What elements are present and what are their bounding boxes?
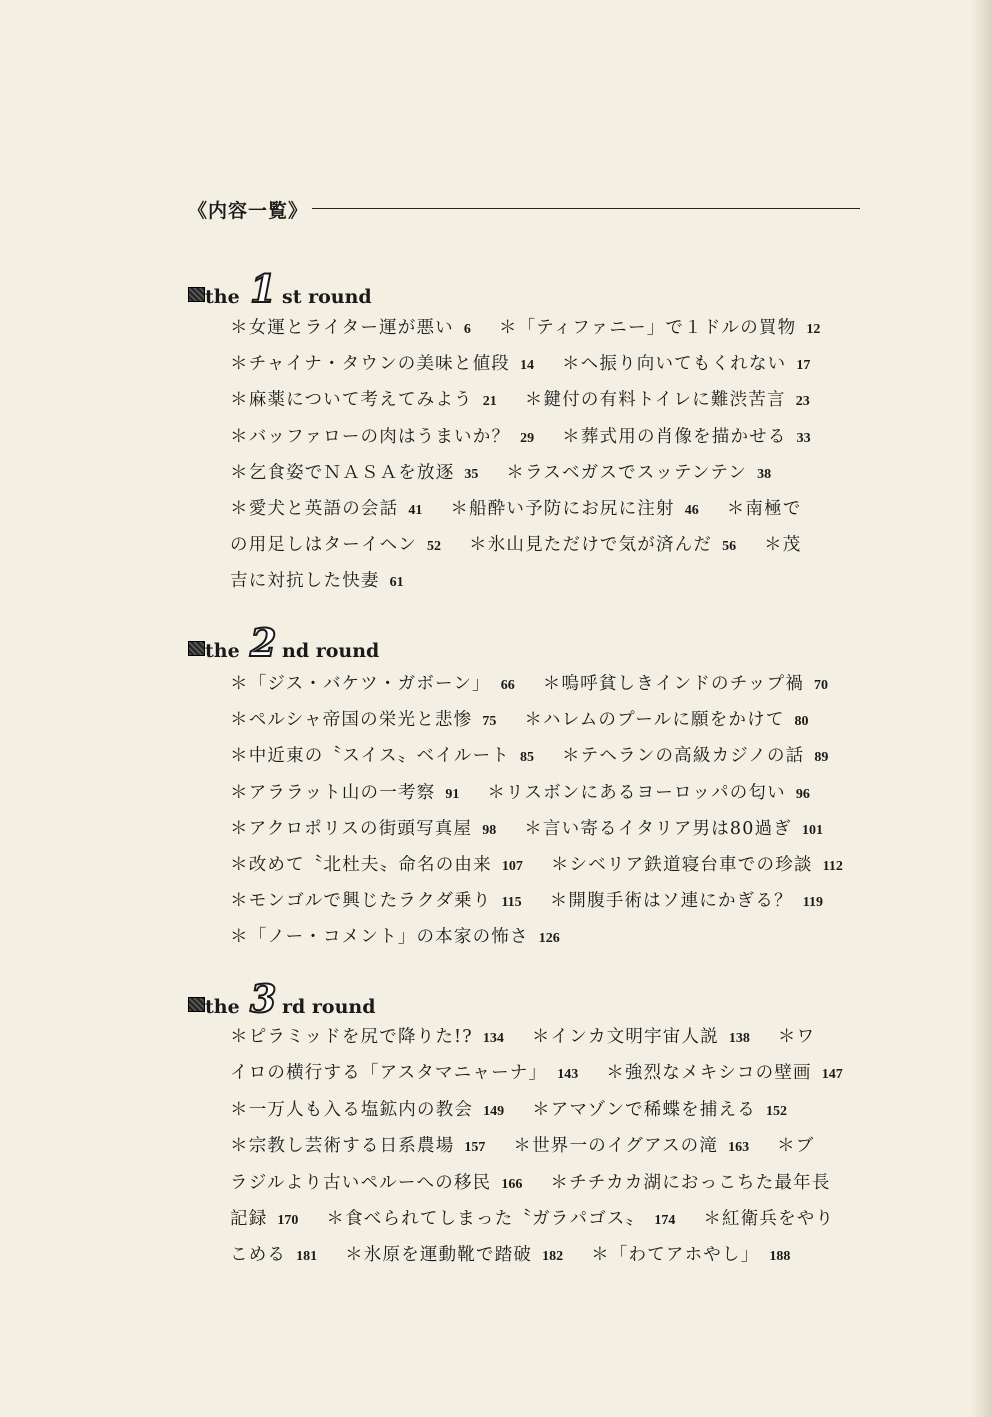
round-article: the <box>205 286 240 308</box>
entry-page-number: 181 <box>296 1249 318 1265</box>
contents-entry[interactable] <box>326 1209 675 1229</box>
entry-title: ＊バッファローの肉はうまいか？ <box>230 426 511 447</box>
entry-title: ＊世界一のイグアスの滝 <box>513 1136 719 1157</box>
contents-entry[interactable] <box>727 499 802 519</box>
entry-page-number: 33 <box>796 430 811 446</box>
entry-title: ＊南極で <box>726 499 802 519</box>
entry-title: ＊船酔い予防にお尻に注射 <box>450 499 675 519</box>
entry-page-number: 163 <box>728 1140 750 1156</box>
contents-line <box>230 670 862 700</box>
contents-line <box>230 1169 862 1199</box>
round-number: 3 <box>250 976 277 1021</box>
contents-line <box>230 742 862 772</box>
entry-title: ＊ピラミッドを尻で降りた!? <box>230 1027 473 1047</box>
contents-entry[interactable] <box>230 1173 522 1193</box>
contents-entry[interactable] <box>606 1063 843 1083</box>
contents-entry[interactable] <box>230 746 534 766</box>
contents-entry[interactable] <box>506 463 771 483</box>
contents-line <box>230 1059 862 1089</box>
entry-title: 吉に対抗した快妻 <box>230 571 380 592</box>
contents-line <box>230 495 862 525</box>
round-heading-3 <box>188 974 588 1021</box>
entry-title: ＊ヘ振り向いてもくれない <box>561 354 787 375</box>
contents-entry[interactable] <box>345 1245 563 1265</box>
contents-line <box>230 779 862 809</box>
entry-page-number: 174 <box>654 1213 676 1228</box>
entry-title: ＊「ジス・バケツ・ガボーン」 <box>230 674 491 694</box>
contents-entry[interactable] <box>562 427 810 447</box>
contents-entry[interactable] <box>469 535 736 555</box>
contents-entry[interactable] <box>764 535 801 555</box>
entry-title: ＊女運とライター運が悪い <box>230 318 454 338</box>
entry-title: ＊強烈なメキシコの壁画 <box>606 1063 812 1084</box>
entry-page-number: 188 <box>769 1249 791 1265</box>
contents-entry[interactable] <box>230 1245 317 1265</box>
entry-title: ＊テヘランの高級カジノの話 <box>561 746 805 767</box>
contents-entry[interactable] <box>562 354 810 374</box>
contents-entry[interactable] <box>525 390 810 410</box>
entry-title: ＊ハレムのプールに願をかけて <box>524 710 785 731</box>
entry-title: ＊鍵付の有料トイレに難渋苦言 <box>524 390 786 411</box>
contents-entry[interactable] <box>562 746 828 766</box>
entry-page-number: 56 <box>722 539 737 555</box>
round-marker-icon <box>188 641 205 656</box>
contents-entry[interactable] <box>230 710 496 730</box>
contents-entry[interactable] <box>499 318 820 338</box>
contents-line <box>230 851 862 881</box>
entry-page-number: 46 <box>684 503 699 518</box>
entry-page-number: 134 <box>482 1031 504 1046</box>
contents-entry[interactable] <box>230 354 534 374</box>
contents-line <box>230 923 862 953</box>
contents-entry[interactable] <box>230 535 441 555</box>
entry-title: ＊モンゴルで興じたラクダ乗り <box>230 891 492 912</box>
entry-title: ＊ブ <box>777 1136 815 1157</box>
contents-entry[interactable] <box>230 1100 504 1120</box>
entry-page-number: 126 <box>538 931 560 947</box>
contents-line <box>230 567 862 597</box>
contents-entry[interactable] <box>591 1245 790 1265</box>
entry-title: ＊改めて〝北杜夫〟命名の由来 <box>230 855 492 875</box>
round-marker-icon <box>188 287 205 302</box>
contents-entry[interactable] <box>550 891 823 911</box>
entry-page-number: 21 <box>482 394 497 410</box>
contents-entry[interactable] <box>230 1063 578 1083</box>
round-suffix: nd round <box>282 640 380 662</box>
entry-page-number: 12 <box>806 322 821 337</box>
round-suffix: st round <box>282 286 372 308</box>
entry-title: 記録 <box>230 1209 268 1229</box>
entry-page-number: 98 <box>482 822 497 838</box>
entry-title: ＊「ノー・コメント」の本家の怖さ <box>230 927 529 948</box>
contents-entry[interactable] <box>230 1209 298 1229</box>
contents-entry[interactable] <box>550 1173 830 1193</box>
contents-entry[interactable] <box>777 1136 814 1156</box>
contents-title: 《内容一覧》 <box>188 200 309 222</box>
contents-entry[interactable] <box>450 499 698 519</box>
entry-page-number: 91 <box>445 786 460 802</box>
entry-page-number: 52 <box>427 539 441 555</box>
entry-page-number: 143 <box>557 1067 579 1083</box>
entry-title: ＊アマゾンで稀蝶を捕える <box>532 1099 756 1120</box>
entry-title: ＊アララット山の一考察 <box>230 782 436 803</box>
entry-title: ＊ワ <box>777 1027 816 1047</box>
entry-title: ラジルより古いペルーへの移民 <box>230 1172 492 1193</box>
entry-title: ＊嗚呼貧しきインドのチップ禍 <box>542 674 805 694</box>
contents-line <box>230 1132 862 1162</box>
contents-entry[interactable] <box>230 855 523 875</box>
entry-page-number: 157 <box>464 1140 486 1156</box>
entry-title: ＊乞食姿でＮＡＳＡを放逐 <box>230 462 455 483</box>
contents-entry[interactable] <box>551 855 843 875</box>
entry-page-number: 41 <box>408 503 423 518</box>
contents-header <box>188 196 860 224</box>
contents-entry[interactable] <box>778 1027 815 1047</box>
entry-title: ＊ラスベガスでスッテンテン <box>506 462 748 483</box>
entry-page-number: 182 <box>542 1249 564 1265</box>
entry-page-number: 107 <box>501 859 523 874</box>
entry-page-number: 96 <box>795 786 810 802</box>
contents-entry[interactable] <box>230 390 497 410</box>
entry-title: ＊「わてアホやし」 <box>591 1245 760 1266</box>
contents-entry[interactable] <box>230 674 515 694</box>
entry-page-number: 166 <box>501 1176 523 1192</box>
page-edge <box>970 0 992 1417</box>
contents-entry[interactable] <box>543 674 828 694</box>
contents-entry[interactable] <box>230 499 422 519</box>
entry-page-number: 112 <box>822 859 843 874</box>
entry-page-number: 89 <box>814 750 829 766</box>
entry-page-number: 6 <box>463 322 471 337</box>
contents-entry[interactable] <box>524 819 823 839</box>
entry-page-number: 75 <box>482 714 497 730</box>
entry-title: ＊茂 <box>764 535 802 556</box>
entry-page-number: 152 <box>765 1103 787 1119</box>
entry-page-number: 119 <box>802 895 824 911</box>
contents-entry[interactable] <box>230 819 496 839</box>
round-heading-1 <box>188 264 588 311</box>
contents-line <box>230 1096 862 1126</box>
entry-title: ＊アクロポリスの街頭写真屋 <box>230 818 473 839</box>
entry-title: イロの横行する「アスタマニャーナ」 <box>230 1063 548 1084</box>
contents-entry[interactable] <box>230 1027 504 1047</box>
entry-page-number: 14 <box>519 358 534 374</box>
round-suffix: rd round <box>282 996 376 1018</box>
entry-title: ＊「ティファニー」で１ドルの買物 <box>498 318 797 338</box>
entry-page-number: 61 <box>389 575 404 591</box>
contents-entry[interactable] <box>230 571 404 591</box>
entry-page-number: 170 <box>277 1213 299 1228</box>
entry-page-number: 85 <box>519 750 534 766</box>
entry-title: ＊チチカカ湖におっこちた最年長 <box>550 1172 831 1193</box>
entry-title: ＊言い寄るイタリア男は80過ぎ <box>524 818 793 839</box>
entry-title: ＊シベリア鉄道寝台車での珍談 <box>550 855 813 875</box>
entry-title: ＊チャイナ・タウンの美味と値段 <box>230 354 510 375</box>
contents-entry[interactable] <box>230 783 459 803</box>
entry-page-number: 138 <box>728 1031 750 1046</box>
contents-line <box>230 815 862 845</box>
entry-page-number: 149 <box>483 1103 505 1119</box>
contents-line <box>230 386 862 416</box>
entry-title: ＊開腹手術はソ連にかぎる？ <box>549 891 793 912</box>
contents-entry[interactable] <box>230 427 534 447</box>
contents-entry[interactable] <box>524 710 808 730</box>
contents-entry[interactable] <box>230 463 478 483</box>
contents-entry[interactable] <box>230 891 522 911</box>
contents-entry[interactable] <box>230 318 471 338</box>
entry-title: ＊愛犬と英語の会話 <box>230 499 399 519</box>
round-article: the <box>205 640 240 662</box>
entry-title: ＊インカ文明宇宙人説 <box>531 1027 719 1047</box>
contents-line <box>230 887 862 917</box>
entry-title: ＊氷山見ただけで気が済んだ <box>469 535 713 556</box>
entry-page-number: 70 <box>814 678 829 693</box>
contents-line <box>230 1241 862 1271</box>
round-heading-2 <box>188 618 588 665</box>
entry-title: ＊紅衛兵をやり <box>703 1209 835 1229</box>
entry-title: ＊葬式用の肖像を描かせる <box>562 426 787 447</box>
contents-entry[interactable] <box>703 1209 834 1229</box>
entry-title: ＊宗教し芸術する日系農場 <box>230 1136 455 1157</box>
entry-title: ＊ペルシャ帝国の栄光と悲惨 <box>230 710 473 731</box>
contents-line <box>230 1205 862 1235</box>
entry-title: ＊食べられてしまった〝ガラパゴス〟 <box>326 1209 645 1229</box>
contents-entry[interactable] <box>532 1027 750 1047</box>
contents-line <box>230 314 862 344</box>
entry-page-number: 147 <box>821 1067 843 1083</box>
entry-title: ＊一万人も入る塩鉱内の教会 <box>230 1099 474 1120</box>
round-article: the <box>205 996 240 1018</box>
contents-entry[interactable] <box>532 1100 787 1120</box>
entry-page-number: 38 <box>757 466 772 482</box>
entry-page-number: 80 <box>794 714 809 730</box>
header-rule <box>312 208 860 209</box>
entry-title: ＊リスボンにあるヨーロッパの匂い <box>487 782 786 803</box>
entry-title: の用足しはターイヘン <box>230 535 417 556</box>
entry-page-number: 101 <box>802 822 824 838</box>
entry-title: ＊中近東の〝スイス〟ベイルート <box>230 746 510 767</box>
entry-page-number: 66 <box>500 678 515 693</box>
round-number: 1 <box>250 266 277 311</box>
contents-line <box>230 350 862 380</box>
contents-line <box>230 459 862 489</box>
contents-line <box>230 706 862 736</box>
contents-line <box>230 1023 862 1053</box>
contents-entry[interactable] <box>230 1136 485 1156</box>
entry-page-number: 115 <box>501 895 522 911</box>
round-number: 2 <box>250 620 277 665</box>
entry-page-number: 35 <box>464 466 479 482</box>
contents-line <box>230 531 862 561</box>
entry-title: ＊氷原を運動靴で踏破 <box>345 1245 533 1266</box>
contents-entry[interactable] <box>513 1136 749 1156</box>
contents-entry[interactable] <box>487 783 810 803</box>
entry-title: こめる <box>230 1245 287 1266</box>
round-marker-icon <box>188 997 205 1012</box>
entry-page-number: 17 <box>796 358 811 374</box>
contents-entry[interactable] <box>230 927 560 947</box>
entry-page-number: 23 <box>795 394 810 410</box>
contents-line <box>230 423 862 453</box>
entry-title: ＊麻薬について考えてみよう <box>230 390 473 411</box>
entry-page-number: 29 <box>520 430 535 446</box>
